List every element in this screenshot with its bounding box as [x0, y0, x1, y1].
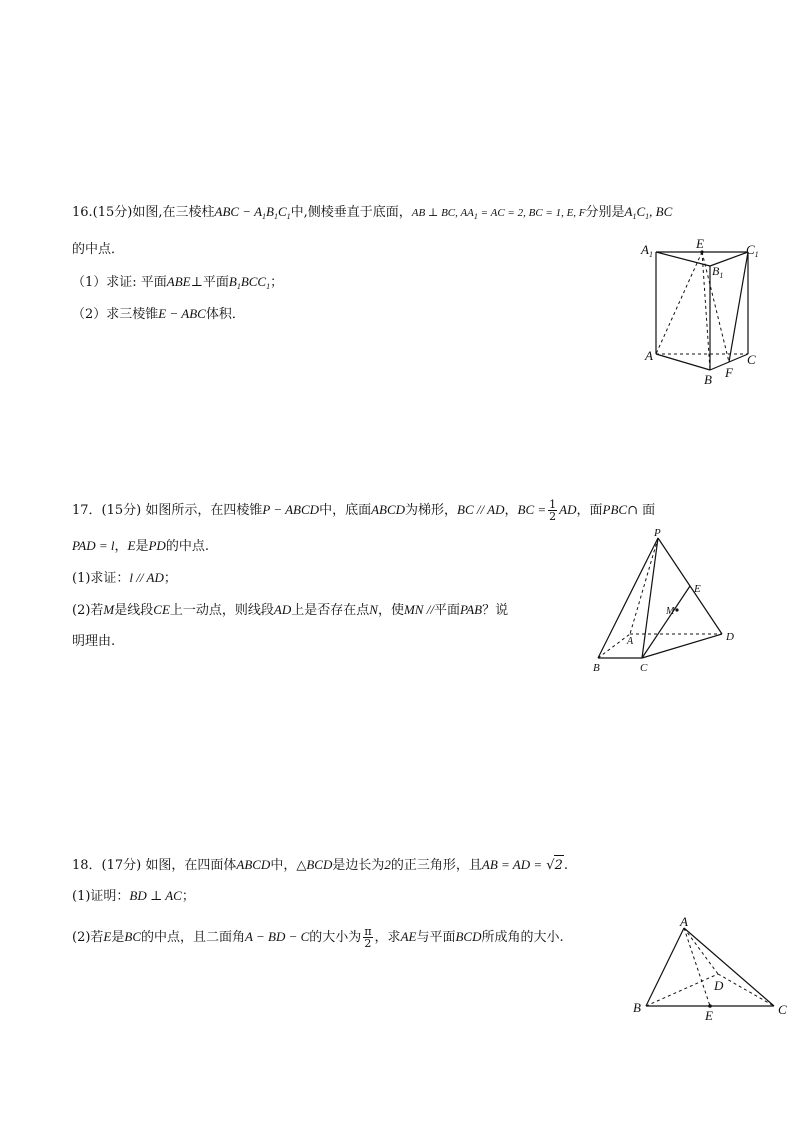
- label-c: C: [747, 352, 756, 367]
- prism-figure: [636, 236, 794, 386]
- edge-a-c: [684, 928, 774, 1006]
- label-b: B: [633, 1000, 641, 1015]
- label-c: C: [778, 1002, 787, 1017]
- edge-a-b: [646, 928, 684, 1006]
- label-e: E: [694, 583, 701, 595]
- p16-prism: ABC − $A_1B_1C_1$: [214, 204, 291, 221]
- problem-18-line-1: 18．(17分) 如图，在四面体ABCD中，△BCD是边长为2的正三角形，且AB = AD = √2.: [72, 855, 568, 876]
- problem-16-question-2: （2）求三棱锥E − ABC体积．: [72, 306, 245, 322]
- label-p: P: [654, 527, 661, 539]
- fraction-one-half: $\frac{1}{2}$: [549, 498, 557, 523]
- segment-c1-f: [729, 252, 748, 362]
- edge-d-c-hidden: [718, 974, 774, 1006]
- label-a1: $A_1$: [641, 242, 653, 259]
- problem-16-question-1: （1）求证: 平面ABE⊥平面$B_1BCC_1$；: [72, 274, 284, 291]
- problem-16-line-1: [72, 202, 672, 227]
- pyramid-figure: [590, 527, 750, 675]
- p16-tail: 分别是: [585, 205, 625, 220]
- problem-17-question-2: (2)若M是线段CE上一动点，则线段AD上是否存在点N，使MN //平面PAB？说: [72, 602, 509, 618]
- label-f: F: [725, 365, 733, 380]
- label-d: D: [726, 631, 734, 643]
- p16-midpoints: $A_1C_1$, BC: [624, 204, 673, 221]
- edge-a-b: [656, 354, 710, 370]
- sqrt-two: 2: [554, 855, 564, 876]
- edge-b-d-hidden: [646, 974, 718, 1006]
- edge-b-a-hidden: [598, 634, 630, 658]
- label-b: B: [704, 372, 712, 387]
- p16-lead: 16.(15分)如图,在三棱柱: [72, 205, 215, 220]
- label-e: E: [705, 1008, 713, 1023]
- label-d: D: [714, 978, 724, 993]
- label-a: A: [680, 914, 688, 929]
- fraction-pi-over-two: $\frac{\pi}{2}$: [364, 925, 372, 950]
- problem-17-line-1: 17．(15分) 如图所示，在四棱锥P − ABCD中，底面ABCD为梯形，BC // AD，BC = $\frac{1}{2}$ AD，面PBC∩ 面: [72, 498, 656, 523]
- label-m: M: [666, 606, 675, 617]
- problem-16-line-2: 的中点．: [72, 242, 125, 257]
- label-a: A: [627, 636, 634, 647]
- problem-17-question-1: (1)求证：l // AD；: [72, 570, 177, 586]
- label-b1: $B_1$: [712, 264, 724, 280]
- problem-18-question-2: (2)若E是BC的中点，且二面角A − BD − C的大小为 $\frac{\pi}{2}$ ，求AE与平面BCD所成角的大小.: [72, 925, 564, 950]
- problem-17-line-5: 明理由.: [72, 634, 116, 649]
- problem-18-question-1: (1)证明：BD ⊥ AC；: [72, 888, 195, 904]
- label-e: E: [696, 236, 704, 251]
- segment-c-e: [642, 586, 690, 658]
- label-a: A: [645, 348, 653, 363]
- label-b: B: [593, 662, 600, 674]
- edge-c-d: [642, 634, 722, 658]
- p16-mid: 中,侧棱垂直于底面，: [290, 205, 412, 220]
- problem-17-line-2: PAD = l，E是PD的中点.: [72, 538, 209, 554]
- segment-e-a-hidden: [656, 252, 702, 354]
- edge-p-c: [642, 538, 658, 658]
- label-c: C: [640, 662, 648, 674]
- point-m: [675, 608, 678, 611]
- edge-a-d-hidden: [684, 928, 718, 974]
- label-c1: $C_1$: [746, 242, 759, 259]
- p16-given: AB ⊥ BC, $AA_1$ = AC = 2, BC = 1, E, F: [411, 207, 586, 221]
- tetrahedron-figure: [630, 914, 794, 1028]
